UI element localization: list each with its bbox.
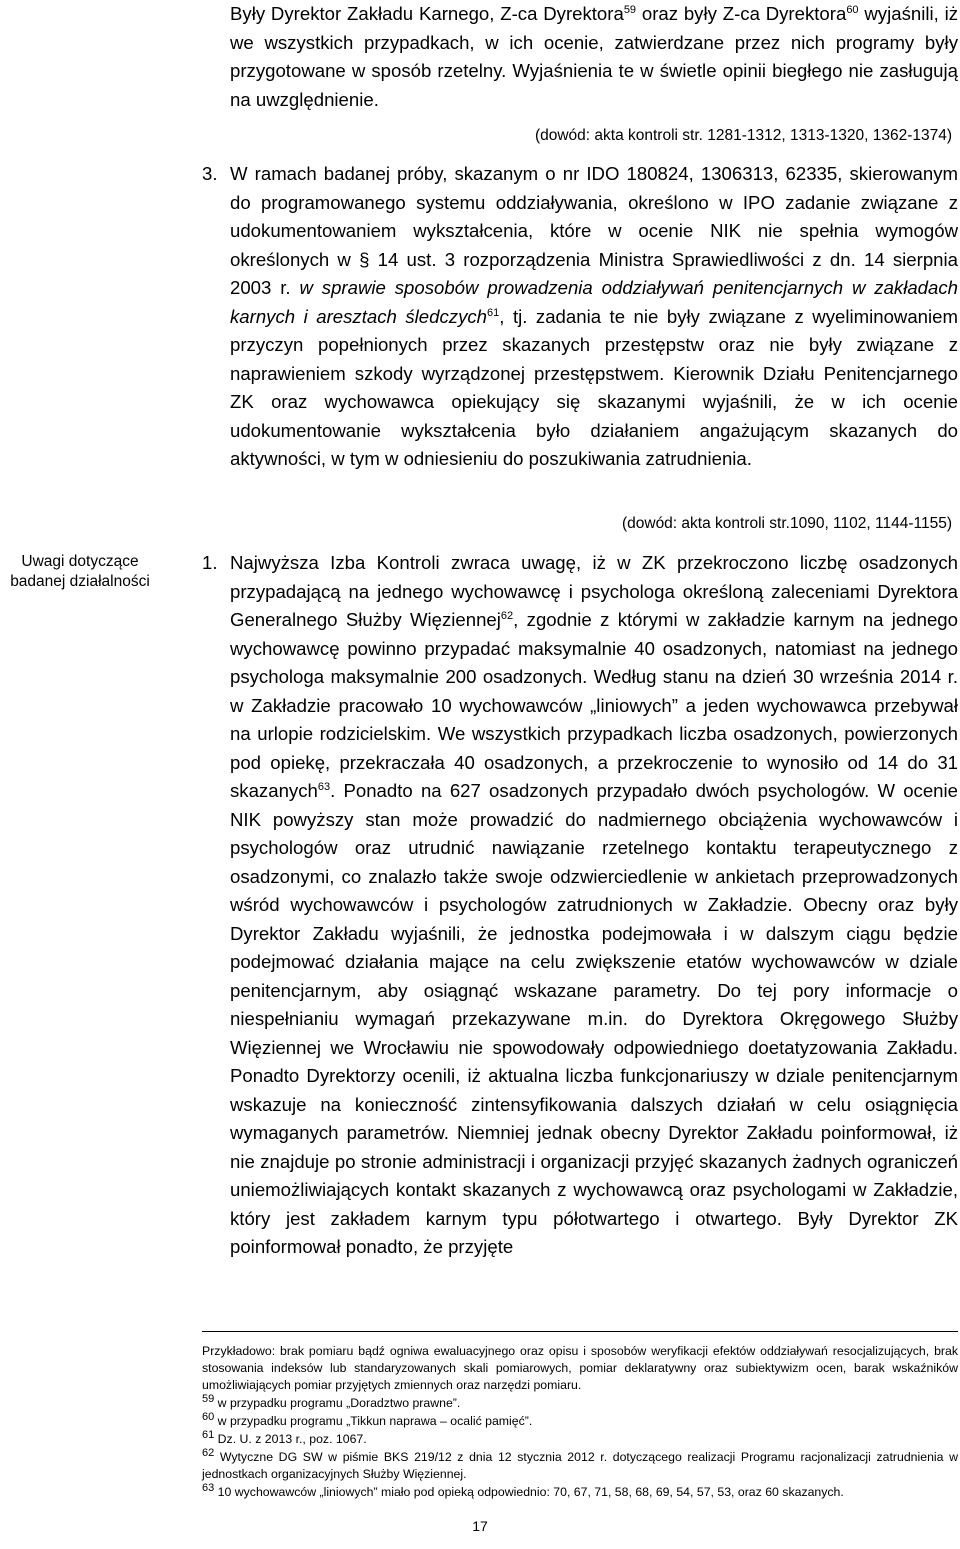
footnote-62 — [202, 1446, 958, 1483]
footnote-intro: Przykładowo: brak pomiaru bądź ogniwa ewaluacyjnego oraz opisu i sposobów weryfikacji efektów oddziaływań resocjalizujących, brak stosowania indeksów lub standaryzowanych skali pomiarowych, pomiar deklaratywny oraz subiektywizm ocen, barak wskaźników umożliwiających pomiar przyjętych zmiennych oraz narzędzi pomiaru. — [202, 1344, 958, 1392]
footnote-ref-60[interactable]: 60 — [846, 3, 859, 16]
text-run: Najwyższa Izba Kontroli zwraca uwagę, iż w ZK przekroczono liczbę osadzonych przypadającą na jednego wychowawcę i psychologa określoną zaleceniami Dyrektora Generalnego Służby Więziennej — [230, 552, 958, 630]
footnote-ref-59[interactable]: 59 — [623, 3, 637, 16]
footnote-59 — [202, 1392, 958, 1412]
text-run: wyjaśnili, iż we wszystkich przypadkach, w ich ocenie, zatwierdzane przez nich programy były przygotowane w sposób rzetelny. Wyjaśnienia te w świetle opinii biegłego nie zasługują na uwzględnienie. — [230, 3, 958, 110]
footnote-ref-62[interactable]: 62 — [500, 609, 514, 622]
paragraph-intro — [230, 0, 958, 114]
text-run: , zgodnie z którymi w zakładzie karnym na jednego wychowawcę powinno przypadać maksymalnie 40 osadzonych, natomiast na jednego psychologa maksymalnie 200 osadzonych. Według stanu na dzień 30 września 2014 r. w Zakładzie pracowało 10 wychowawców „liniowych” a jeden wychowawca przebywał na urlopie rodzicielskim. We wszystkich przypadkach liczba osadzonych, powierzonych pod opiekę, przekraczała 40 osadzonych, a przekroczenie to wynosiło od 14 do 31 skazanych — [230, 609, 958, 801]
footnote-61 — [202, 1428, 958, 1448]
evidence-source-1: (dowód: akta kontroli str. 1281-1312, 1313-1320, 1362-1374) — [534, 127, 952, 144]
page-number: 17 — [472, 1518, 488, 1534]
item-number-3: 3. — [202, 163, 218, 184]
paragraph-item-1 — [230, 549, 958, 1262]
text-run: . Ponadto na 627 osadzonych przypadało dwóch psychologów. W ocenie NIK powyższy stan może prowadzić do nadmiernego obciążenia wychowawców i psychologów oraz utrudnić nawiązanie rzetelnego kontaktu terapeutycznego z osadzonymi, co znalazło także swoje odzwierciedlenie w ankietach przeprowadzonych wśród wychowawców i psychologów zatrudnionych w Zakładzie. Obecny oraz były Dyrektor Zakładu wyjaśnili, że jednostka podejmowała i w dalszym ciągu będzie podejmować działania mające na celu zwiększenie etatów wychowawców w dziale penitencjarnym, aby osiągnąć wskazane parametry. Do tej pory informacje o niespełnianiu wymagań przekazywane m.in. do Dyrektora Okręgowego Służby Więziennej we Wrocławiu nie spowodowały odpowiedniego doetatyzowania Zakładu. Ponadto Dyrektorzy ocenili, iż aktualna liczba funkcjonariuszy w dziale penitencjarnym wskazuje na konieczność zintensyfikowania dalszych działań w celu osiągnięcia wymaganych parametrów. Niemniej jednak obecny Dyrektor Zakładu poinformował, iż nie znajduje po stronie administracji i organizacji przyjęć skazanych żadnych ograniczeń uniemożliwiających kontakt skazanych z wychowawcą oraz psychologami w Zakładzie, który jest zakładem karnym typu półotwartego i otwartego. Były Dyrektor ZK poinformował ponadto, że przyjęte — [230, 780, 958, 1257]
text-run: W ramach badanej próby, skazanym o nr IDO 180824, 1306313, 62335, skierowanym do programowanego systemu oddziaływania, określono w IPO zadanie związane z udokumentowaniem wykształcenia, które w ocenie NIK nie spełnia wymogów określonych w § 14 ust. 3 rozporządzenia Ministra Sprawiedliwości z dn. 14 sierpnia 2003 r. — [230, 163, 958, 298]
sidebar-section-label: Uwagi dotyczące badanej działalności — [10, 553, 150, 590]
footnote-text: 10 wychowawców „liniowych” miało pod opieką odpowiednio: 70, 67, 71, 58, 68, 69, 54, 57, 53, oraz 60 skazanych. — [214, 1485, 844, 1499]
text-run: oraz były Z-ca Dyrektora — [636, 3, 847, 24]
footnote-63 — [202, 1481, 958, 1501]
footnote-number: 62 — [202, 1446, 215, 1459]
footnote-60 — [202, 1410, 958, 1430]
footnote-ref-63[interactable]: 63 — [317, 780, 331, 793]
text-run: Były Dyrektor Zakładu Karnego, Z-ca Dyrektora — [230, 3, 624, 24]
footnote-text: Wytyczne DG SW w piśmie BKS 219/12 z dnia 12 stycznia 2012 r. dotyczącego realizacji Programu racjonalizacji zatrudnienia w jednostkach organizacyjnych Służby Więziennej. — [202, 1450, 958, 1481]
footnote-number: 63 — [202, 1481, 215, 1494]
evidence-source-2: (dowód: akta kontroli str.1090, 1102, 1144-1155) — [621, 515, 952, 532]
paragraph-item-3 — [230, 160, 958, 474]
footnote-text: w przypadku programu „Doradztwo prawne”. — [214, 1396, 461, 1410]
text-run: , tj. zadania te nie były związane z wyeliminowaniem przyczyn popełnionych przez skazanych przestępstw oraz nie były związane z naprawieniem szkody wyrządzonej przestępstwem. Kierownik Działu Penitencjarnego ZK oraz wychowawca opiekujący się skazanymi wyjaśnili, że w ich ocenie udokumentowanie wykształcenia było działaniem angażującym skazanych do aktywności, w tym w odniesieniu do poszukiwania zatrudnienia. — [230, 305, 958, 469]
footnote-text: w przypadku programu „Tikkun naprawa – ocalić pamięć”. — [214, 1414, 533, 1428]
item-number-1: 1. — [202, 552, 218, 573]
footnote-number: 60 — [202, 1410, 215, 1423]
footnote-ref-61[interactable]: 61 — [487, 306, 500, 319]
footnote-text: Dz. U. z 2013 r., poz. 1067. — [214, 1432, 367, 1446]
footnote-number: 61 — [202, 1428, 215, 1441]
regulation-title: w sprawie sposobów prowadzenia oddziaływań penitencjarnych w zakładach karnych i aresztach śledczych — [230, 277, 959, 327]
footnote-separator — [202, 1331, 958, 1332]
footnote-number: 59 — [202, 1392, 215, 1405]
